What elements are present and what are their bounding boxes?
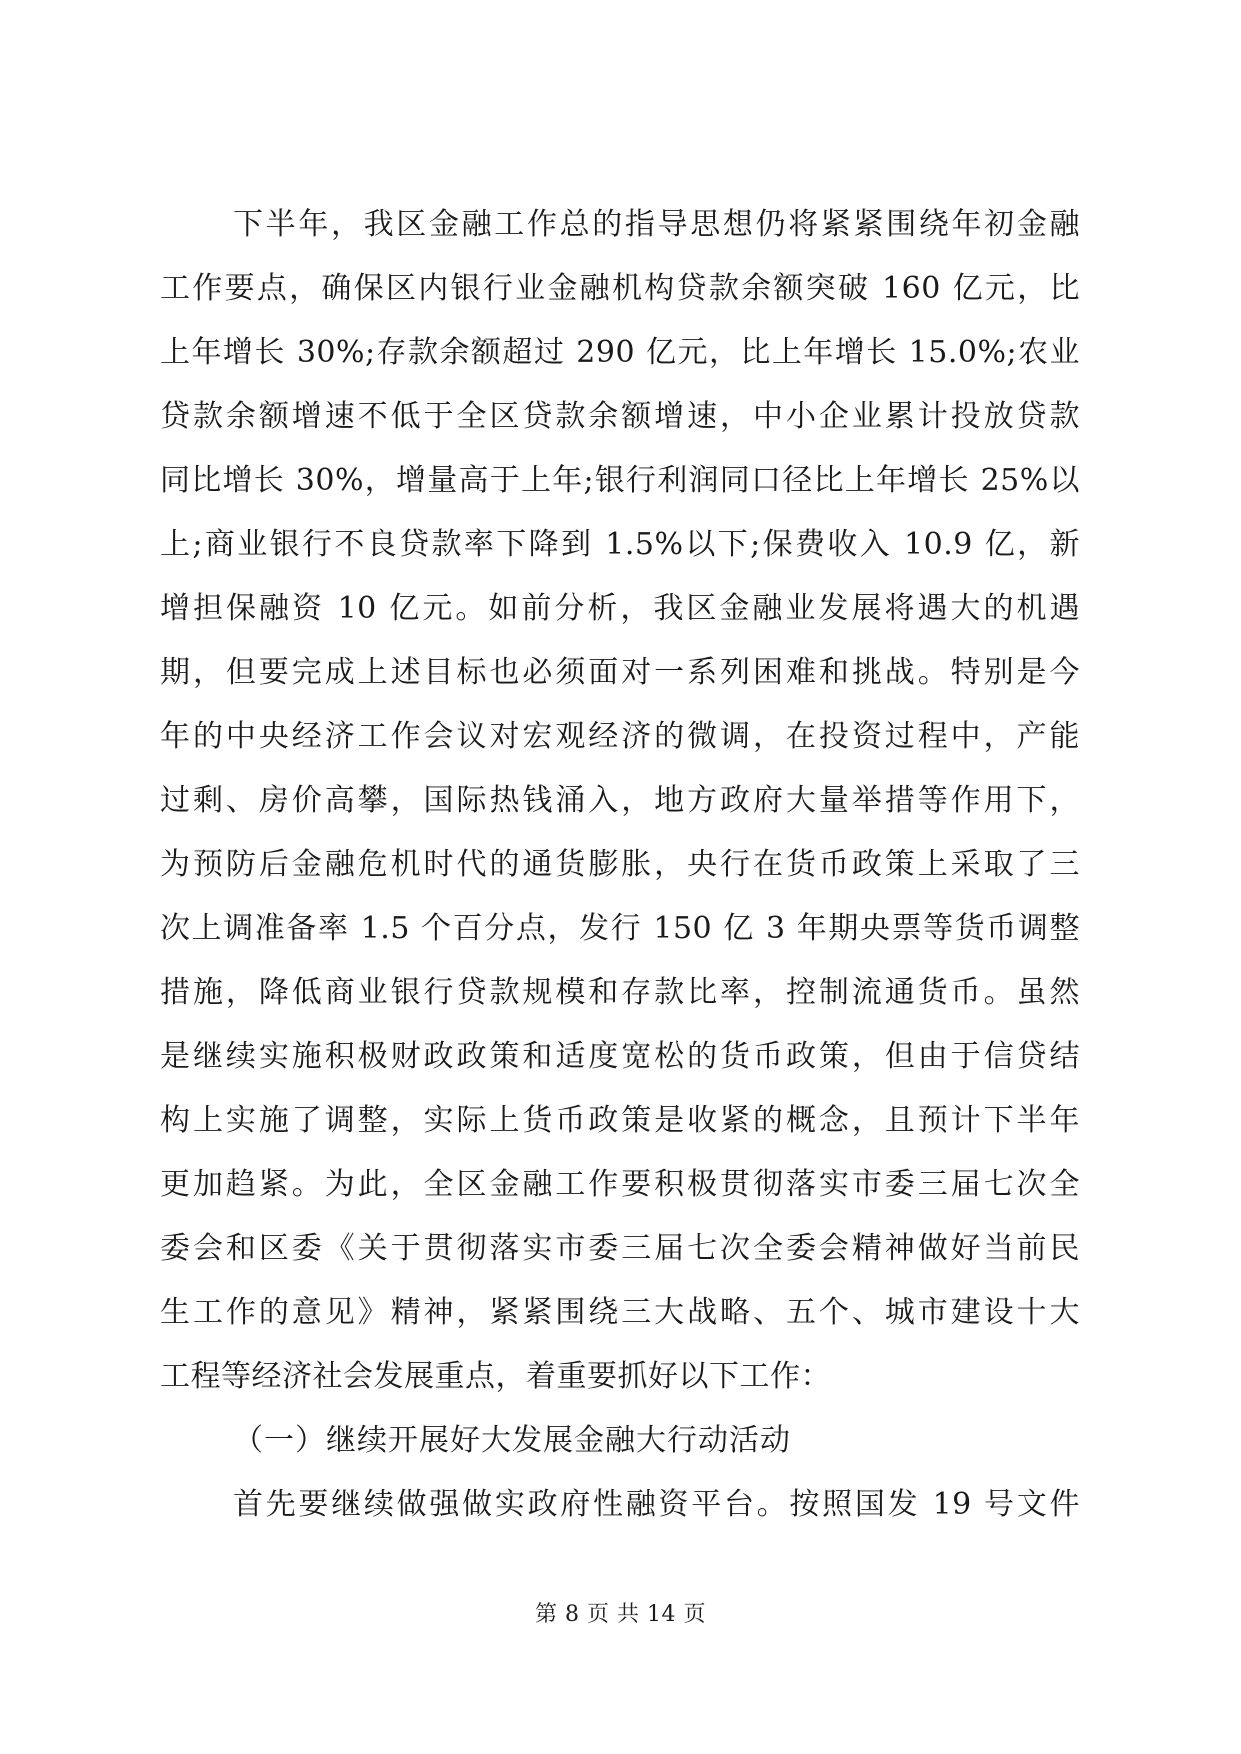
paragraph-line: 是继续实施积极财政政策和适度宽松的货币政策，但由于信贷结 — [160, 1039, 1080, 1074]
paragraph-line: 构上实施了调整，实际上货币政策是收紧的概念，且预计下半年 — [160, 1103, 1080, 1138]
paragraph-line: 下半年，我区金融工作总的指导思想仍将紧紧围绕年初金融 — [233, 207, 1080, 242]
paragraph-line: 上年增长 30%;存款余额超过 290 亿元，比上年增长 15.0%;农业 — [160, 335, 1080, 370]
paragraph-line: 上;商业银行不良贷款率下降到 1.5%以下;保费收入 10.9 亿，新 — [160, 527, 1080, 562]
paragraph-line: 首先要继续做强做实政府性融资平台。按照国发 19 号文件 — [233, 1487, 1080, 1522]
page-footer: 第 8 页 共 14 页 — [535, 1602, 706, 1627]
section-heading: （一）继续开展好大发展金融大行动活动 — [233, 1423, 791, 1458]
paragraph-line: 工程等经济社会发展重点，着重要抓好以下工作： — [160, 1359, 831, 1394]
paragraph-line: 同比增长 30%，增量高于上年;银行利润同口径比上年增长 25%以 — [160, 463, 1080, 498]
paragraph-line: 为预防后金融危机时代的通货膨胀，央行在货币政策上采取了三 — [160, 847, 1080, 882]
paragraph-line: 过剩、房价高攀，国际热钱涌入，地方政府大量举措等作用下， — [160, 783, 1080, 818]
paragraph-line: 生工作的意见》精神，紧紧围绕三大战略、五个、城市建设十大 — [160, 1295, 1080, 1330]
paragraph-line: 委会和区委《关于贯彻落实市委三届七次全委会精神做好当前民 — [160, 1231, 1080, 1266]
paragraph-line: 工作要点，确保区内银行业金融机构贷款余额突破 160 亿元，比 — [160, 271, 1080, 306]
paragraph-line: 增担保融资 10 亿元。如前分析，我区金融业发展将遇大的机遇 — [160, 591, 1080, 626]
paragraph-line: 贷款余额增速不低于全区贷款余额增速，中小企业累计投放贷款 — [160, 399, 1080, 434]
paragraph-line: 期，但要完成上述目标也必须面对一系列困难和挑战。特别是今 — [160, 655, 1080, 690]
paragraph-line: 措施，降低商业银行贷款规模和存款比率，控制流通货币。虽然 — [160, 975, 1080, 1010]
paragraph-line: 年的中央经济工作会议对宏观经济的微调，在投资过程中，产能 — [160, 719, 1080, 754]
paragraph-line: 次上调准备率 1.5 个百分点，发行 150 亿 3 年期央票等货币调整 — [160, 911, 1080, 946]
paragraph-line: 更加趋紧。为此，全区金融工作要积极贯彻落实市委三届七次全 — [160, 1167, 1080, 1202]
